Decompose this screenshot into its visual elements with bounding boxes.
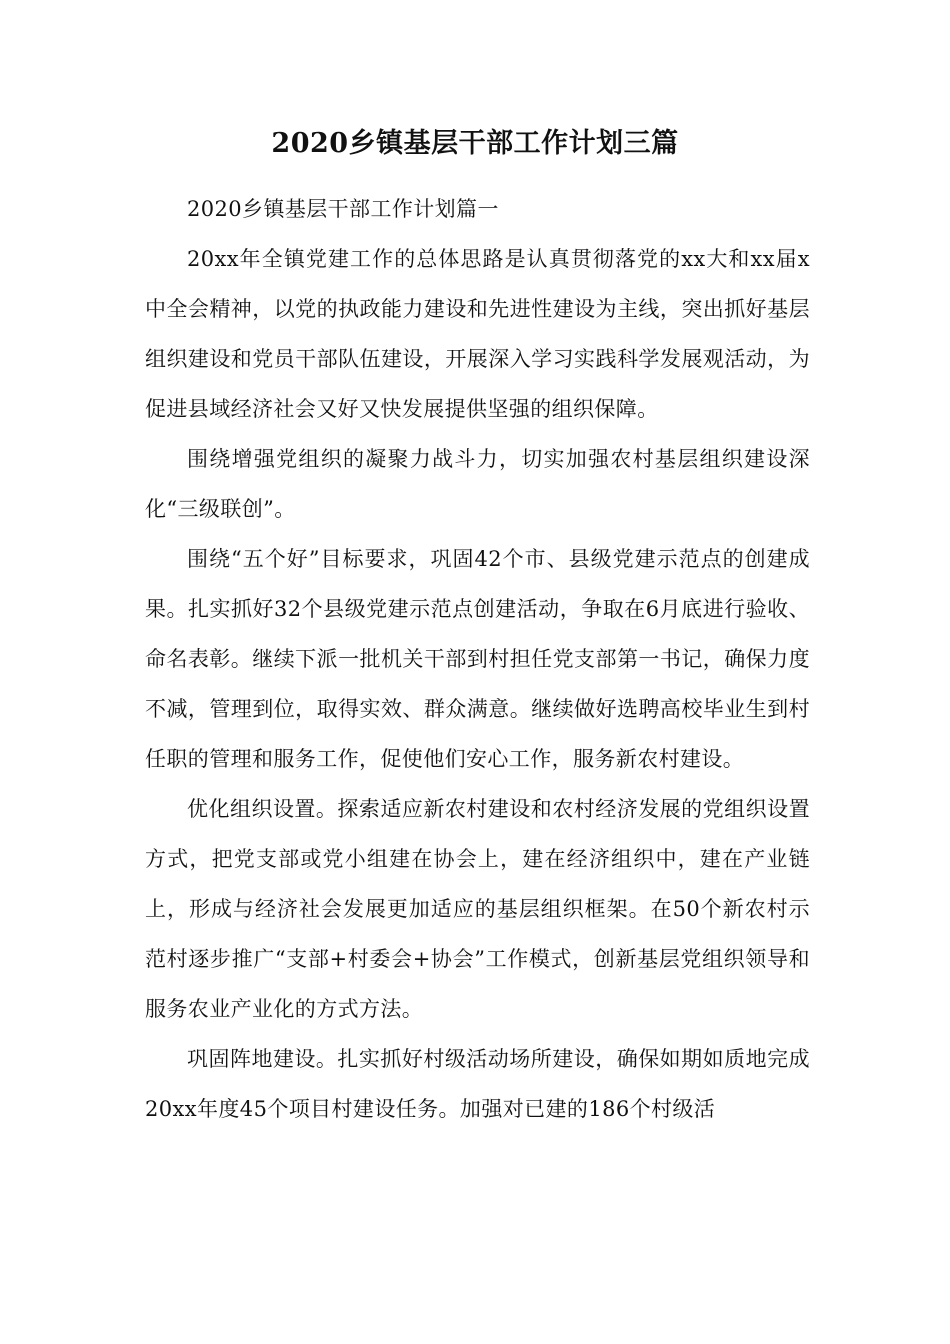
paragraph-cohesion: 围绕增强党组织的凝聚力战斗力，切实加强农村基层组织建设深化“三级联创”。 <box>145 447 810 521</box>
paragraph-overall-approach: 20xx年全镇党建工作的总体思路是认真贯彻落党的xx大和xx届x中全会精神，以党的执政能力建设和先进性建设为主线，突出抓好基层组织建设和党员干部队伍建设，开展深入学习实践科学发展观活动，为促进县域经济社会又好又快发展提供坚强的组织保障。 <box>145 247 810 421</box>
paragraph-organization-setup: 优化组织设置。探索适应新农村建设和农村经济发展的党组织设置方式，把党支部或党小组建在协会上，建在经济组织中，建在产业链上，形成与经济社会发展更加适应的基层组织框架。在50个新农村示范村逐步推广“支部+村委会+协会”工作模式，创新基层党组织领导和服务农业产业化的方式方法。 <box>145 797 810 1021</box>
document-body <box>145 184 810 1134</box>
document-title: 2020乡镇基层干部工作计划三篇 <box>271 128 679 159</box>
section-heading: 2020乡镇基层干部工作计划篇一 <box>187 197 499 221</box>
paragraph-base-construction: 巩固阵地建设。扎实抓好村级活动场所建设，确保如期如质地完成20xx年度45个项目村建设任务。加强对已建的186个村级活 <box>145 1047 810 1121</box>
paragraph-five-goods: 围绕“五个好”目标要求，巩固42个市、县级党建示范点的创建成果。扎实抓好32个县级党建示范点创建活动，争取在6月底进行验收、命名表彰。继续下派一批机关干部到村担任党支部第一书记，确保力度不减，管理到位，取得实效、群众满意。继续做好选聘高校毕业生到村任职的管理和服务工作，促使他们安心工作，服务新农村建设。 <box>145 547 810 771</box>
